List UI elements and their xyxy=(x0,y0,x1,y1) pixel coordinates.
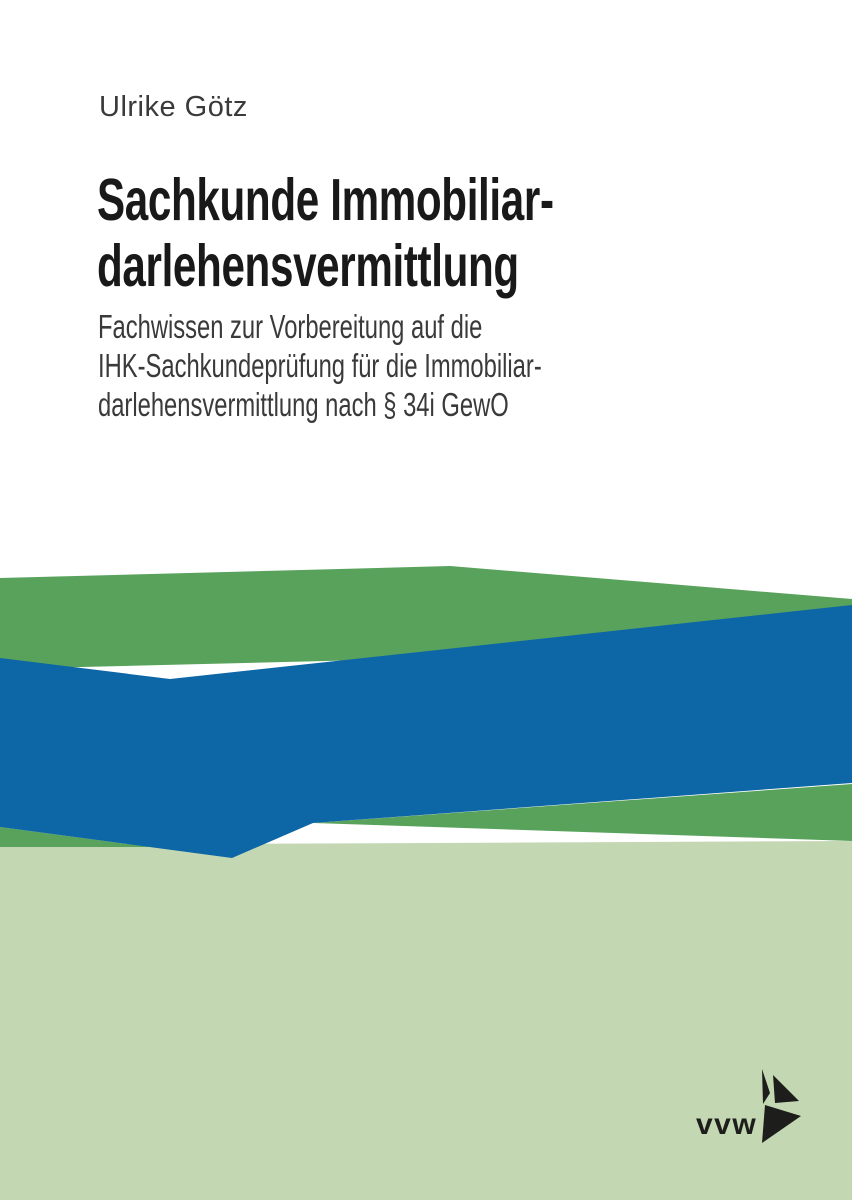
book-title-line1: Sachkunde Immobiliar- xyxy=(97,167,554,233)
logo-arrow-upper xyxy=(773,1075,799,1103)
publisher-logo-arrow-icon xyxy=(753,1061,805,1146)
publisher-logo-text: vvw xyxy=(696,1108,758,1141)
pale-green-bottom-block xyxy=(0,841,852,1200)
logo-arrow-lower xyxy=(762,1105,801,1143)
author-name: Ulrike Götz xyxy=(99,91,248,123)
book-subtitle-line3: darlehensvermittlung nach § 34i GewO xyxy=(98,386,509,423)
book-title xyxy=(97,167,554,299)
book-subtitle xyxy=(98,307,542,424)
book-title-line2: darlehensvermittlung xyxy=(97,233,519,299)
book-subtitle-line2: IHK-Sachkundeprüfung für die Immobiliar- xyxy=(98,347,542,384)
logo-arrow-sliver xyxy=(762,1069,770,1104)
book-subtitle-line1: Fachwissen zur Vorbereitung auf die xyxy=(98,308,483,345)
